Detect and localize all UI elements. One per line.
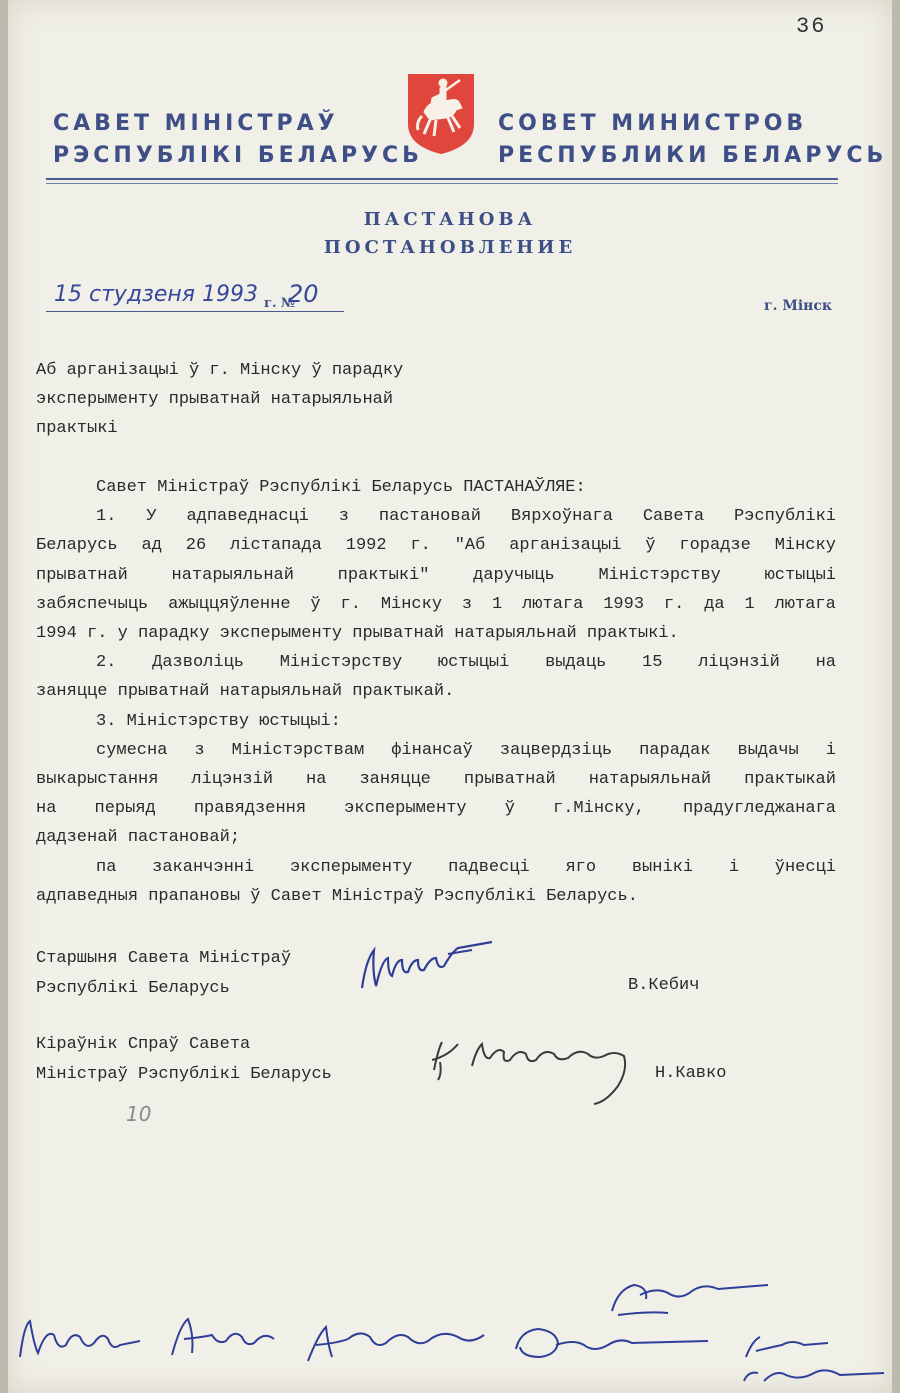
body-word: Дазволіць (152, 653, 244, 673)
body-word: 1. (96, 507, 117, 527)
header-ru-line2: РЕСПУБЛИКИ БЕЛАРУСЬ (498, 143, 888, 168)
date-underline (46, 311, 344, 312)
decree-body (36, 473, 836, 911)
handwritten-note: 10 (126, 1102, 152, 1126)
header-by-line2: РЭСПУБЛІКІ БЕЛАРУСЬ (53, 143, 423, 168)
body-word: вынікі (631, 857, 694, 877)
body-word: ліцэнзій (191, 770, 274, 790)
body-word: Савета (642, 507, 705, 527)
body-word: натарыяльнай (588, 770, 712, 790)
body-line (36, 473, 836, 502)
body-line (36, 648, 836, 677)
body-word: эксперыменту (289, 857, 413, 877)
subject (36, 356, 403, 443)
body-word: горадзе (679, 536, 751, 556)
body-word: г.Мінску, (553, 799, 645, 819)
body-word: Міністэрству (279, 653, 403, 673)
body-word: юстыцыі (437, 653, 510, 673)
chair-name: В.Кебич (628, 976, 700, 995)
body-line (36, 707, 836, 736)
header-divider (46, 178, 838, 180)
city-label: г. Мінск (764, 298, 833, 314)
body-word: лютага (774, 594, 836, 614)
body-word: на (815, 653, 836, 673)
body-line (36, 794, 836, 823)
body-word: і (825, 740, 836, 760)
body-line (36, 853, 836, 882)
body-word: ліцэнзій (698, 653, 780, 673)
body-word: па (96, 857, 117, 877)
body-word: з (338, 507, 349, 527)
admin-handwritten-signature (418, 1030, 658, 1110)
document-title (8, 206, 892, 262)
body-word: сумесна (96, 740, 168, 760)
title-russian: ПОСТАНОВЛЕНИЕ (323, 237, 577, 258)
body-word: г. (663, 594, 685, 614)
title-belarusian: ПАСТАНОВА (363, 209, 537, 230)
body-word: пастановай (378, 507, 481, 527)
subject-line: Аб арганізацыі ў г. Мінску ў парадку (36, 361, 404, 380)
body-word: фінансаў (391, 740, 473, 760)
body-word: г. (410, 536, 431, 556)
body-word: практыкай (744, 770, 836, 790)
body-word: Вярхоўнага (510, 507, 613, 527)
body-word: арганізацыі (509, 536, 622, 556)
body-word: Беларусь (36, 536, 118, 556)
header-by-line1: САВЕТ МІНІСТРАЎ (53, 111, 339, 136)
body-word: перыяд (94, 799, 156, 819)
body-word: правядзення (193, 799, 307, 819)
body-word: 3. Міністэрству юстыцыі: (96, 711, 341, 731)
handwritten-date: 15 студзеня 1993 (54, 282, 258, 307)
admin-name: Н.Кавко (655, 1064, 727, 1083)
body-word: прыватнай (463, 770, 556, 790)
chair-signature-block (36, 944, 291, 1004)
admin-signature-block (36, 1030, 332, 1090)
subject-line: практыкі (36, 419, 118, 438)
body-word: ўнесці (774, 857, 836, 877)
body-word: Мінску (774, 536, 836, 556)
header-russian (498, 108, 887, 172)
body-line (36, 765, 836, 794)
chair-title-line: Старшыня Савета Міністраў (36, 949, 292, 968)
body-word: заняцце (359, 770, 431, 790)
body-word: г. (340, 594, 361, 614)
body-word: з (461, 594, 473, 614)
body-word: натарыяльнай (171, 565, 294, 585)
body-word: ад (141, 536, 162, 556)
body-word: "Аб (454, 536, 486, 556)
body-word: 1 (744, 594, 755, 614)
body-word: 2. (96, 653, 117, 673)
body-word: 26 (185, 536, 207, 556)
handwritten-number: 20 (288, 280, 319, 308)
admin-title-line: Міністраў Рэспублікі Беларусь (36, 1065, 332, 1084)
body-line (36, 531, 836, 560)
body-word: Міністэрству (598, 565, 721, 585)
body-word: Мінску (380, 594, 443, 614)
approval-signatures (8, 1265, 892, 1393)
body-word: адпаведныя прапановы ў Савет Міністраў Рэспублікі Беларусь. (36, 886, 638, 906)
body-word: ажыццяўленне (168, 594, 291, 614)
body-word: эксперыменту (344, 799, 467, 819)
admin-title-line: Кіраўнік Спраў Савета (36, 1035, 251, 1054)
body-word: ў (504, 799, 515, 819)
body-word: выдаць (545, 653, 607, 673)
body-word: выдачы (737, 740, 799, 760)
body-word: 1992 (345, 536, 387, 556)
body-line (36, 736, 836, 765)
pahonia-emblem-icon (406, 72, 476, 156)
body-line (36, 502, 836, 531)
body-word: 1 (492, 594, 503, 614)
document-page (8, 0, 892, 1393)
body-word: даручыць (473, 565, 555, 585)
header-divider-thin (46, 183, 838, 184)
body-word: 15 (642, 653, 663, 673)
body-word: адпаведнасці (186, 507, 309, 527)
body-line (36, 619, 836, 648)
body-word: Рэспублікі (733, 507, 836, 527)
body-word: заняцце прыватнай натарыяльнай практыкай. (36, 682, 455, 702)
body-word: прадугледжанага (682, 799, 836, 819)
body-line (36, 561, 836, 590)
body-line (36, 677, 836, 706)
page-number: 36 (796, 14, 827, 39)
body-word: 1993 (603, 594, 645, 614)
body-word: юстыцыі (764, 565, 836, 585)
body-word: да (704, 594, 725, 614)
body-word: У (146, 507, 157, 527)
number-label: г. № (264, 296, 296, 311)
body-word: на (36, 799, 57, 819)
body-word: парадак (639, 740, 711, 760)
body-word: заканчэнні (152, 857, 255, 877)
body-word: з (194, 740, 205, 760)
body-word: ў (310, 594, 321, 614)
body-word: на (306, 770, 327, 790)
body-word: практыкі" (337, 565, 430, 585)
chair-title-line: Рэспублікі Беларусь (36, 979, 230, 998)
body-word: і (728, 857, 740, 877)
body-word: прыватнай (36, 565, 128, 585)
body-line (36, 882, 836, 911)
body-word: 1994 г. у парадку эксперыменту прыватнай натарыяльнай практыкі. (36, 624, 679, 644)
body-word: Савет Міністраў Рэспублікі Беларусь ПАСТАНАЎЛЯЕ: (96, 478, 586, 497)
body-line (36, 590, 836, 619)
chair-handwritten-signature (352, 930, 502, 1000)
body-word: забяспечыць (36, 594, 149, 614)
body-word: дадзенай пастановай; (36, 828, 241, 848)
body-word: выкарыстання (36, 770, 159, 790)
body-word: лютага (522, 594, 584, 614)
subject-line: эксперыменту прыватнай натарыяльнай (36, 390, 394, 409)
body-line (36, 823, 836, 852)
header-belarusian (53, 108, 423, 172)
body-word: зацвердзіць (499, 740, 613, 760)
body-word: падвесці (448, 857, 530, 877)
body-word: ў (645, 536, 656, 556)
body-word: лістапада (230, 536, 322, 556)
body-word: яго (565, 857, 597, 877)
body-word: Міністэрствам (231, 740, 365, 760)
header-ru-line1: СОВЕТ МИНИСТРОВ (498, 111, 808, 136)
